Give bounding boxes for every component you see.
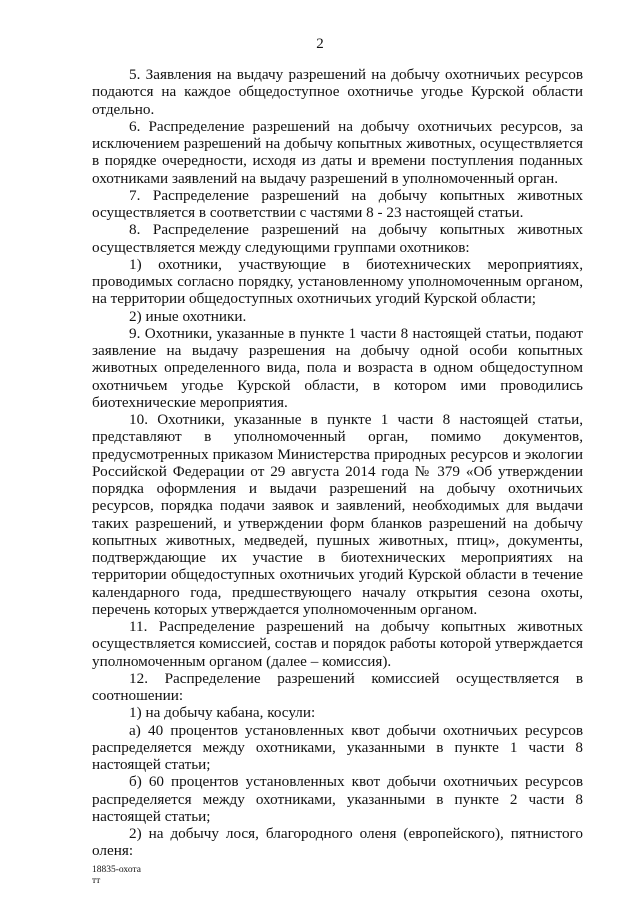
paragraph-9: 9. Охотники, указанные в пункте 1 части 8 настоящей статьи, подают заявление на выдачу разрешения на добычу одной особи копытных животных определенного вида, пола и возраста в одном общедоступном охотничьем угодье Курской области, в котором ими проводились биотехнические мероприятия. xyxy=(92,324,583,411)
paragraph-12-item-2: 2) на добычу лося, благородного оленя (европейского), пятнистого оленя: xyxy=(92,825,583,860)
document-code: 18835-охота xyxy=(92,865,141,875)
paragraph-6: 6. Распределение разрешений на добычу охотничьих ресурсов, за исключением разрешений на добычу копытных животных, осуществляется в порядке очередности, исходя из даты и времени поступления поданных охотниками заявлений на выдачу разрешений в уполномоченный орган. xyxy=(92,117,583,187)
paragraph-12: 12. Распределение разрешений комиссией осуществляется в соотношении: xyxy=(92,669,583,704)
paragraph-8-item-2: 2) иные охотники. xyxy=(129,307,247,325)
paragraph-8: 8. Распределение разрешений на добычу копытных животных осуществляется между следующими группами охотников: xyxy=(92,221,583,256)
document-footer xyxy=(92,865,141,887)
paragraph-7: 7. Распределение разрешений на добычу копытных животных осуществляется в соответствии с частями 8 - 23 настоящей статьи. xyxy=(92,186,583,221)
paragraph-10: 10. Охотники, указанные в пункте 1 части 8 настоящей статьи, представляют в уполномоченный орган, помимо документов, предусмотренных приказом Министерства природных ресурсов и экологии Российской Федерации от 29 августа 2014 года № 379 «Об утверждении порядка оформления и выдачи разрешений на добычу охотничьих ресурсов, порядка подачи заявок и заявлений, необходимых для выдачи таких разрешений, и утверждении форм бланков разрешений на добычу копытных животных, медведей, пушных животных, птиц», документы, подтверждающие их участие в биотехнических мероприятиях на территории общедоступных охотничьих угодий Курской области в течение календарного года, предшествующего началу открытия сезона охоты, перечень которых утверждается уполномоченным органом. xyxy=(92,411,583,618)
paragraph-8-item-1: 1) охотники, участвующие в биотехнических мероприятиях, проводимых согласно порядку, установленному уполномоченным органом, на территории общедоступных охотничьих угодий Курской области; xyxy=(92,255,583,308)
author-initials: тт xyxy=(92,876,101,886)
paragraph-11: 11. Распределение разрешений на добычу копытных животных осуществляется комиссией, состав и порядок работы которой утверждается уполномоченным органом (далее – комиссия). xyxy=(92,618,583,670)
paragraph-12-item-1a: а) 40 процентов установленных квот добычи охотничьих ресурсов распределяется между охотниками, указанными в пункте 1 части 8 настоящей статьи; xyxy=(92,721,583,773)
paragraph-5: 5. Заявления на выдачу разрешений на добычу охотничьих ресурсов подаются на каждое общедоступное охотничье угодье Курской области отдельно. xyxy=(92,66,583,118)
page-number: 2 xyxy=(316,36,324,52)
paragraph-12-item-1b: б) 60 процентов установленных квот добычи охотничьих ресурсов распределяется между охотниками, указанными в пункте 2 части 8 настоящей статьи; xyxy=(92,773,583,825)
paragraph-12-item-1: 1) на добычу кабана, косули: xyxy=(129,704,316,722)
document-body xyxy=(92,66,583,860)
